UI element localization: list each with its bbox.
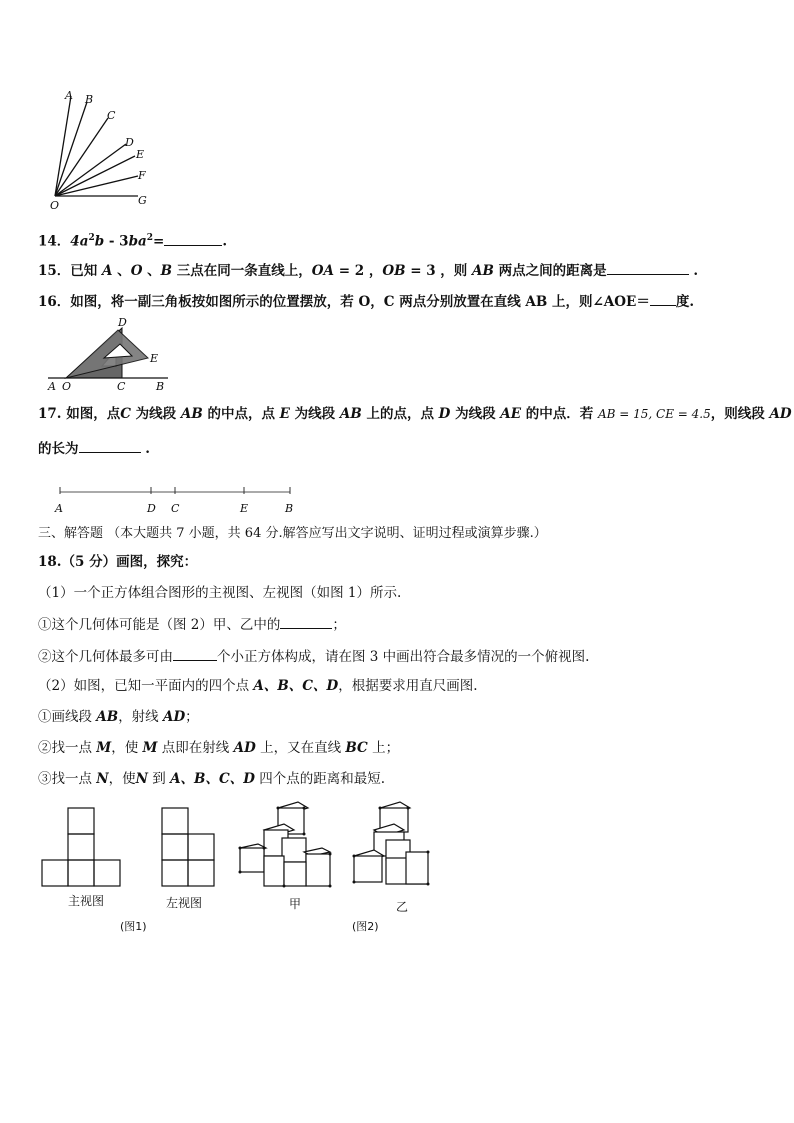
q18-part1-b: ②这个几何体最多可由 个小正方体构成，请在图 3 中画出符合最多情况的一个俯视图. [38, 646, 589, 666]
ray-od [55, 144, 126, 196]
solid-jia-figure [236, 800, 336, 892]
q18-part1: （1）一个正方体组合图形的主视图、左视图（如图 1）所示. [38, 585, 402, 601]
left-view-figure [160, 806, 220, 888]
svg-text:B: B [285, 502, 294, 515]
label-o: O [50, 199, 60, 212]
svg-text:O: O [62, 380, 72, 393]
q18-step3: ③找一点 N，使N 到 A、B、C、D 四个点的距离和最短. [38, 771, 386, 787]
label-d: D [125, 136, 134, 149]
question-16: 16．如图，将一副三角板按如图所示的位置摆放，若 O，C 两点分别放置在直线 AB 上，则∠AOE＝ 度. [38, 291, 694, 311]
main-view-caption: 主视图 [68, 894, 105, 908]
answer-blank-17[interactable] [79, 438, 141, 453]
svg-text:D: D [147, 502, 156, 515]
label-a: A [65, 89, 73, 102]
svg-text:C: C [171, 502, 180, 515]
ray-of [55, 176, 138, 196]
question-17: 17. 如图，点C 为线段 AB 的中点，点 E 为线段 AB 上的点，点 D 为线段 AE 的中点．若 AB = 15, CE = 4.5，则线段 AD [38, 406, 792, 422]
label-e: E [136, 148, 145, 161]
q18-part1-a: ①这个几何体可能是（图 2）甲、乙中的 ； [38, 614, 346, 634]
svg-text:A: A [48, 380, 56, 393]
answer-blank-15[interactable] [607, 260, 689, 275]
question-17-line2: 的长为 . [38, 438, 150, 458]
ray-oc [55, 118, 108, 196]
label-g: G [138, 194, 147, 207]
q18-part2: （2）如图，已知一平面内的四个点 A、B、C、D，根据要求用直尺画图. [38, 678, 478, 694]
figure-2-caption: (图2) [352, 920, 379, 933]
svg-text:E: E [150, 352, 159, 365]
section-three-heading: 三、解答题 （本大题共 7 小题，共 64 分.解答应写出文字说明、证明过程或演算步骤.） [38, 526, 547, 541]
svg-text:B: B [156, 380, 165, 393]
yi-caption: 乙 [396, 900, 409, 914]
question-15: 15．已知 A 、O 、B 三点在同一条直线上，OA = 2 ，OB = 3 ，则 AB 两点之间的距离是 . [38, 260, 698, 280]
label-c: C [107, 109, 116, 122]
label-b: B [85, 93, 94, 106]
angle-rays-figure [40, 88, 170, 213]
q18-step1: ①画线段 AB，射线 AD； [38, 709, 199, 725]
answer-blank-14[interactable] [164, 231, 222, 246]
answer-blank-18b[interactable] [173, 646, 217, 661]
answer-blank-16[interactable] [650, 291, 676, 306]
solid-yi-figure [350, 800, 434, 892]
triangle-rulers-figure [44, 314, 174, 394]
figure-1-caption: (图1) [120, 920, 147, 933]
answer-blank-18a[interactable] [280, 614, 332, 629]
q18-step2: ②找一点 M，使 M 点即在射线 AD 上，又在直线 BC 上； [38, 740, 400, 756]
question-14: 14．$4a^2b - 3ba^2=$ . [38, 229, 227, 251]
svg-text:C: C [117, 380, 126, 393]
svg-text:A: A [55, 502, 63, 515]
left-view-caption: 左视图 [166, 896, 203, 910]
jia-caption: 甲 [289, 897, 302, 911]
ray-oa [55, 96, 71, 196]
main-view-figure [40, 806, 124, 888]
label-f: F [138, 169, 146, 182]
svg-text:D: D [118, 316, 127, 329]
question-18-head: 18.（5 分）画图，探究： [38, 554, 198, 570]
segment-figure [48, 480, 308, 516]
svg-text:E: E [240, 502, 249, 515]
